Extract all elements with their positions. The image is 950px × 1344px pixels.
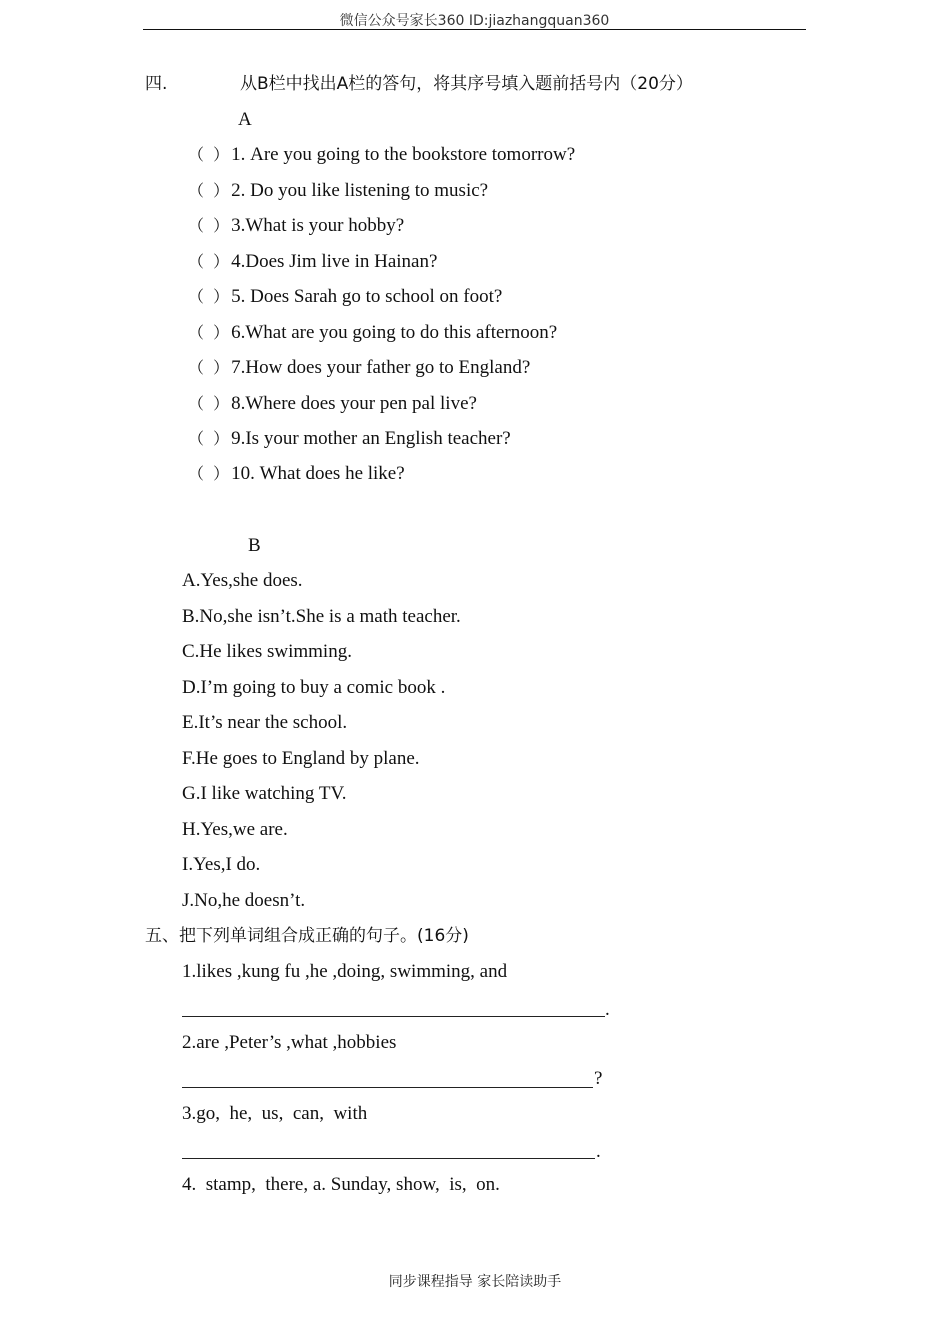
answer-option: B.No,she isn’t.She is a math teacher. (182, 606, 461, 627)
question-text: 4.Does Jim live in Hainan? (231, 251, 438, 272)
question-item (188, 250, 437, 274)
answer-option: F.He goes to England by plane. (182, 748, 420, 769)
answer-bracket[interactable]: （ ） (188, 287, 232, 306)
word-list: 3.go, he, us, can, with (182, 1103, 368, 1124)
answer-option: J.No,he doesn’t. (182, 890, 306, 911)
answer-bracket[interactable]: （ ） (188, 394, 232, 413)
answer-blank[interactable] (182, 1087, 593, 1088)
answer-option: H.Yes,we are. (182, 819, 288, 840)
column-b-label: B (248, 535, 261, 556)
question-item (188, 214, 404, 238)
end-punctuation: . (596, 1141, 601, 1162)
question-text: 6.What are you going to do this afternoon? (231, 322, 558, 343)
question-text: 10. What does he like? (231, 463, 405, 484)
answer-bracket[interactable]: （ ） (188, 252, 232, 271)
question-text: 3.What is your hobby? (231, 215, 405, 236)
answer-bracket[interactable]: （ ） (188, 323, 232, 342)
question-text: 8.Where does your pen pal live? (231, 393, 477, 414)
question-item (188, 356, 530, 380)
question-item (188, 321, 557, 345)
word-list: 2.are ,Peter’s ,what ,hobbies (182, 1032, 397, 1053)
section5-title: 五、把下列单词组合成正确的句子。(16分) (145, 926, 469, 946)
answer-option: C.He likes swimming. (182, 641, 352, 662)
answer-blank[interactable] (182, 1016, 605, 1017)
answer-bracket[interactable]: （ ） (188, 181, 232, 200)
column-a-label: A (238, 109, 252, 130)
question-item (188, 427, 511, 451)
question-text: 2. Do you like listening to music? (231, 180, 489, 201)
word-list: 1.likes ,kung fu ,he ,doing, swimming, and (182, 961, 508, 982)
question-item (188, 179, 488, 203)
question-text: 7.How does your father go to England? (231, 357, 531, 378)
answer-option: E.It’s near the school. (182, 712, 348, 733)
end-punctuation: . (605, 999, 610, 1020)
answer-option: A.Yes,she does. (182, 570, 303, 591)
answer-bracket[interactable]: （ ） (188, 216, 232, 235)
question-item (188, 392, 477, 416)
question-item (188, 462, 405, 486)
question-text: 5. Does Sarah go to school on foot? (231, 286, 503, 307)
answer-blank[interactable] (182, 1158, 595, 1159)
section-number: 四. (145, 74, 168, 94)
answer-bracket[interactable]: （ ） (188, 358, 232, 377)
answer-option: G.I like watching TV. (182, 783, 347, 804)
end-punctuation: ? (594, 1068, 603, 1089)
question-text: 9.Is your mother an English teacher? (231, 428, 511, 449)
answer-option: I.Yes,I do. (182, 854, 261, 875)
question-item (188, 143, 575, 167)
question-item (188, 285, 502, 309)
word-list: 4. stamp, there, a. Sunday, show, is, on. (182, 1174, 500, 1195)
page-footer: 同步课程指导 家长陪读助手 (388, 1274, 562, 1290)
question-text: 1. Are you going to the bookstore tomorrow? (231, 144, 576, 165)
header-rule (143, 29, 806, 30)
answer-bracket[interactable]: （ ） (188, 464, 232, 483)
section-instruction: 从B栏中找出A栏的答句，将其序号填入题前括号内（20分） (240, 74, 693, 94)
answer-bracket[interactable]: （ ） (188, 429, 232, 448)
answer-option: D.I’m going to buy a comic book . (182, 677, 446, 698)
answer-bracket[interactable]: （ ） (188, 145, 232, 164)
page-header: 微信公众号家长360 ID:jiazhangquan360 (339, 13, 610, 29)
